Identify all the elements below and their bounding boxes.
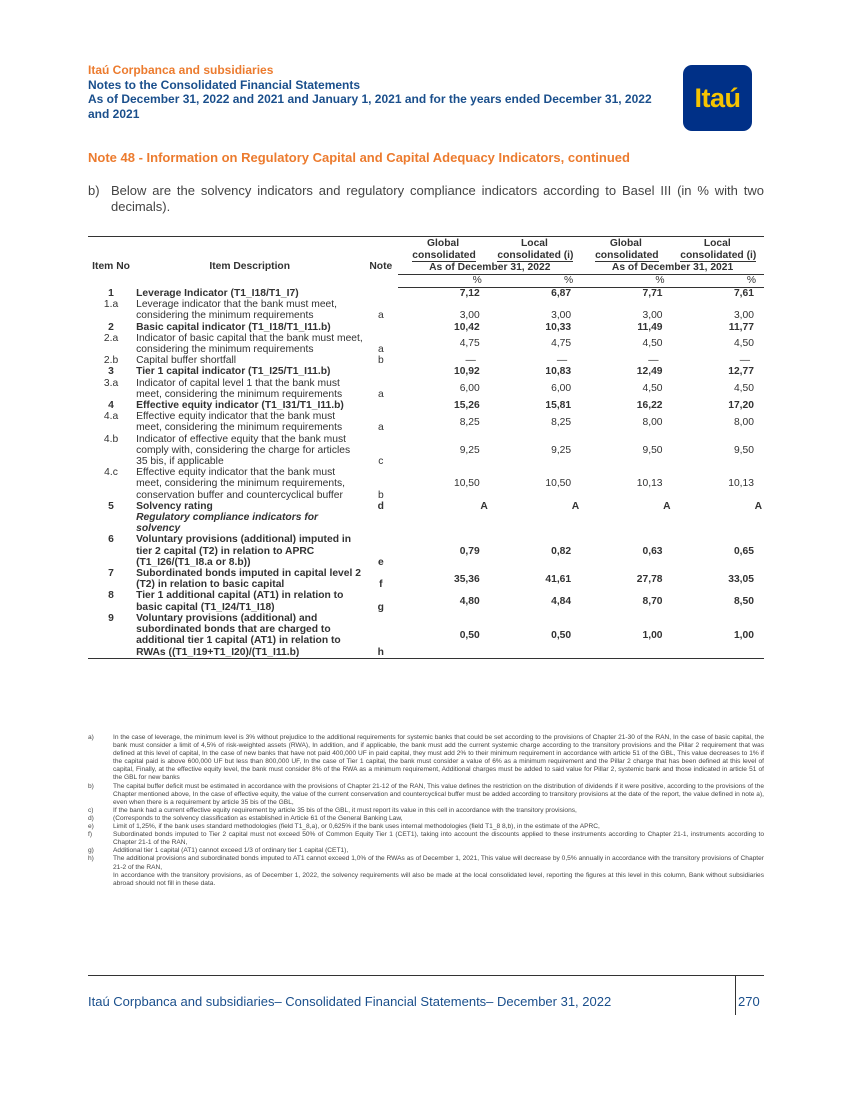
- footnote: b) The capital buffer deficit must be estimated in accordance with the provisions of Chapter 21-12 of the RAN, This value defines the restriction on the distribution of dividends if it were positive, according to the provisions of the Chapter mentioned above, In the case of effective equity, the value of the current conservation and countercyclical buffer must be added according to transitory provisions at the date of the report, the value defined in note a), even when there is a requirement by article 35 bis of the GBL,: [88, 782, 764, 806]
- header-col2-line1: Local: [520, 238, 548, 249]
- footnote: h) The additional provisions and subordinated bonds imputed to AT1 cannot exceed 1,0% of the RWAs as of December 1, 2021, This value will decrease by 0,5% annually in accordance with the transitory provisions of Chapter 21-2 of the RAN,: [88, 855, 764, 871]
- header-col2-line2: consolidated (i): [497, 250, 574, 261]
- footnote: c) If the bank had a current effective equity requirement by article 35 bis of the GBL, it must report its value in this cell in accordance with the transitory provisions,: [88, 806, 577, 814]
- footnote: e) Limit of 1,25%, if the bank uses standard methodologies (field T1_8,a), or 0,625% if the bank uses internal methodologies (field T1_8 8,b), in the estimate of the APRC,: [88, 823, 600, 831]
- table-row: 2 Basic capital indicator (T1_I18/T1_I11.b) 10,42 10,33 11,49 11,77: [108, 321, 754, 333]
- table-row: 7 Subordinated bonds imputed in capital level 2 (T2) in relation to basic capital f 35,36 41,61 27,78 33,05: [108, 568, 754, 591]
- table-row: 1.a Leverage indicator that the bank must meet, considering the minimum requirements a 3,00 3,00 3,00 3,00: [103, 299, 754, 322]
- footer-vertical-divider: [735, 975, 736, 1015]
- header-period-2021: As of December 31, 2021: [611, 262, 734, 273]
- itau-logo: [683, 65, 752, 131]
- footnotes: [88, 734, 764, 888]
- header-col4: [673, 237, 764, 251]
- period-line-1: As of December 31, 2022 and 2021 and January 1, 2021 and for the years ended December 31, 2022: [88, 92, 652, 106]
- footnote: f) Subordinated bonds imputed to Tier 2 capital must not exceed 50% of Common Equity Tier 1 (CET1), taking into account the discounts applied to these instruments according to Chapter 21-1, instruments according to Chapter 21-1 of the RAN,: [88, 831, 764, 847]
- table-row: 2.a Indicator of basic capital that the bank must meet, considering the minimum requirements a 4,75 4,75 4,50 4,50: [103, 332, 754, 356]
- table-row: 4.c Effective equity indicator that the bank must meet, considering the minimum requirements, conservation buffer and countercyclical buffer b 10,50 10,50 10,13 10,13: [104, 467, 754, 501]
- header-col4-line1: Local: [703, 238, 731, 249]
- table-row: 5 Solvency rating d A A A A: [108, 500, 762, 512]
- document-header: [88, 63, 688, 121]
- header-col3: [581, 237, 672, 251]
- pct-col4: %: [673, 275, 764, 288]
- intro-label: b): [88, 183, 100, 198]
- footnote: d) (Corresponds to the solvency classification as established in Article 61 of the General Banking Law,: [88, 814, 403, 822]
- footnote: g) Additional tier 1 capital (AT1) cannot exceed 1/3 of ordinary tier 1 capital (CET1),: [88, 847, 349, 855]
- table-row: 4.a Effective equity indicator that the bank must meet, considering the minimum requirements a 8,25 8,25 8,00 8,00: [103, 411, 754, 434]
- intro-paragraph: [88, 183, 764, 215]
- footer-divider: [88, 975, 764, 976]
- footnote: a) In the case of leverage, the minimum level is 3% without prejudice to the additional requirements for systemic banks that could be set according to the provisions of Chapter 21-30 of the RAN, In the case of basic capital, the bank must consider a limit of 4,5% of risk-weighted assets (RWA), In addition, and if applicable, the bank must add the current systemic charge according to the transitory provisions and the Pillar 2 requirement that was defined at this level of capital, In the case of new banks that have not paid 400,000 UF in paid capital, they must add 2% to their minimum requirement in accordance with article 51 of the GBL, This value decreases to 1% if the capital paid is above 600,000 UF but less than 800,000 UF, In the case of Tier 1 capital, the bank must consider a value of 6% as a minimum requirement and the Pillar 2 charge that has been defined at this level of capital, Finally, at the effective equity level, the bank must consider 8% of the RWA as a minimum requirement, Additional charges must be added to said value for Pillar 2, systemic bank and those indicated in article 51 of the GBL for new banks: [88, 734, 764, 782]
- footnote: In accordance with the transitory provisions, as of December 1, 2022, the solvency requirements will also be made at the local consolidated level, reporting the figures at this level in this column, Bank without subsidiaries abroad should not fill in these data.: [113, 871, 764, 887]
- pct-col3: %: [581, 275, 672, 288]
- header-col1: [398, 237, 489, 251]
- header-col1-line1: Global: [427, 238, 460, 249]
- pct-col1: %: [398, 275, 489, 288]
- period-line-2: and 2021: [88, 106, 140, 121]
- solvency-indicators-table: [88, 236, 764, 659]
- table-row: 6 Voluntary provisions (additional) imputed in tier 2 capital (T2) in relation to APRC (T1_I26/(T1_I8.a or 8.b)) e 0,79 0,82 0,63 0,65: [108, 534, 754, 568]
- header-item-no: Item No: [92, 260, 130, 272]
- header-col4-line2: consolidated (i): [680, 250, 757, 261]
- header-item-desc: Item Description: [209, 260, 291, 272]
- header-col3-line2: consolidated: [595, 250, 659, 261]
- company-name: Itaú Corpbanca and subsidiaries: [88, 63, 274, 77]
- table-row: 8 Tier 1 additional capital (AT1) in relation to basic capital (T1_I24/T1_I18) g 4,80 4,84 8,70 8,50: [108, 590, 754, 613]
- pct-col2: %: [490, 275, 581, 288]
- table-row: 9 Voluntary provisions (additional) and subordinated bonds that are charged to additional tier 1 capital (AT1) in relation to RWAs ((T1_I19+T1_I20)/(T1_I11.b) h 0,50 0,50 1,00 1,00: [88, 613, 764, 658]
- intro-text: Below are the solvency indicators and regulatory compliance indicators according to Basel III (in % with two decimals).: [111, 183, 764, 214]
- footer-text: Itaú Corpbanca and subsidiaries– Consolidated Financial Statements– December 31, 2022: [88, 994, 612, 1009]
- table-row: Regulatory compliance indicators for solvency: [136, 512, 319, 535]
- header-period-2022: As of December 31, 2022: [429, 262, 551, 273]
- logo-text: Itaú: [694, 82, 741, 113]
- table-row: 2.b Capital buffer shortfall b — — — —: [103, 355, 750, 367]
- table-row: 1 Leverage Indicator (T1_I18/T1_I7) 7,12 6,87 7,71 7,61: [108, 287, 754, 299]
- header-col3-line1: Global: [609, 238, 642, 249]
- table-row: 4.b Indicator of effective equity that the bank must comply with, considering the charge for articles 35 bis, if applicable c 9,25 9,25 9,50 9,50: [103, 433, 754, 468]
- page-number: 270: [738, 994, 760, 1009]
- document-subtitle: Notes to the Consolidated Financial Statements: [88, 77, 361, 92]
- table-row: 3.a Indicator of capital level 1 that the bank must meet, considering the minimum requirements a 6,00 6,00 4,50 4,50: [103, 377, 754, 400]
- table-row: 4 Effective equity indicator (T1_I31/T1_I11.b) 15,26 15,81 16,22 17,20: [108, 400, 754, 412]
- table-row: 3 Tier 1 capital indicator (T1_I25/T1_I11.b) 10,92 10,83 12,49 12,77: [108, 366, 754, 378]
- header-col2: [490, 237, 581, 251]
- header-note: Note: [369, 260, 393, 272]
- note-title: Note 48 - Information on Regulatory Capital and Capital Adequacy Indicators, continued: [88, 150, 630, 165]
- header-col1-line2: consolidated: [412, 250, 476, 261]
